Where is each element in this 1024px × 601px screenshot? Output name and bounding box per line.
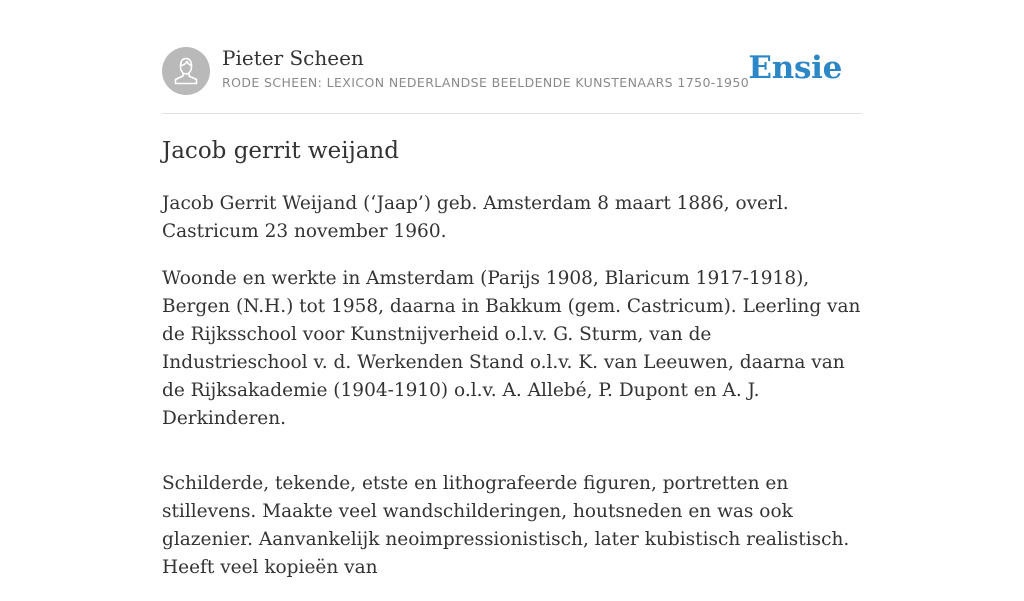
article-header: [162, 46, 862, 96]
article-paragraph: Jacob Gerrit Weijand (‘Jaap’) geb. Amsterdam 8 maart 1886, overl. Castricum 23 november 1960.: [162, 193, 789, 242]
author-name[interactable]: Pieter Scheen: [222, 46, 364, 70]
author-avatar[interactable]: [162, 47, 210, 95]
article-title: Jacob gerrit weijand: [162, 138, 399, 164]
article-paragraph: Woonde en werkte in Amsterdam (Parijs 1908, Blaricum 1917-1918), Bergen (N.H.) tot 1958, daarna in Bakkum (gem. Castricum). Leerling van de Rijksschool voor Kunstnijverheid o.l.v. G. Sturm, van de Industrieschool v. d. Werkenden Stand o.l.v. K. van Leeuwen, daarna van de Rijksakademie (1904-1910) o.l.v. A. Allebé, P. Dupont en A. J. Derkinderen.: [162, 268, 861, 429]
article-body: [162, 190, 862, 601]
article-paragraph: Schilderde, tekende, etste en lithografeerde figuren, portretten en stillevens. Maakte veel wandschilderingen, houtsneden en was ook glazenier. Aanvankelijk neoimpressionistisch, later kubistisch realistisch. Heeft veel kopieën van: [162, 473, 850, 578]
header-divider: [162, 113, 862, 114]
ensie-logo[interactable]: Ensie: [748, 50, 842, 86]
source-name[interactable]: RODE SCHEEN: LEXICON NEDERLANDSE BEELDENDE KUNSTENAARS 1750-1950: [222, 75, 750, 90]
user-icon: [162, 47, 210, 95]
